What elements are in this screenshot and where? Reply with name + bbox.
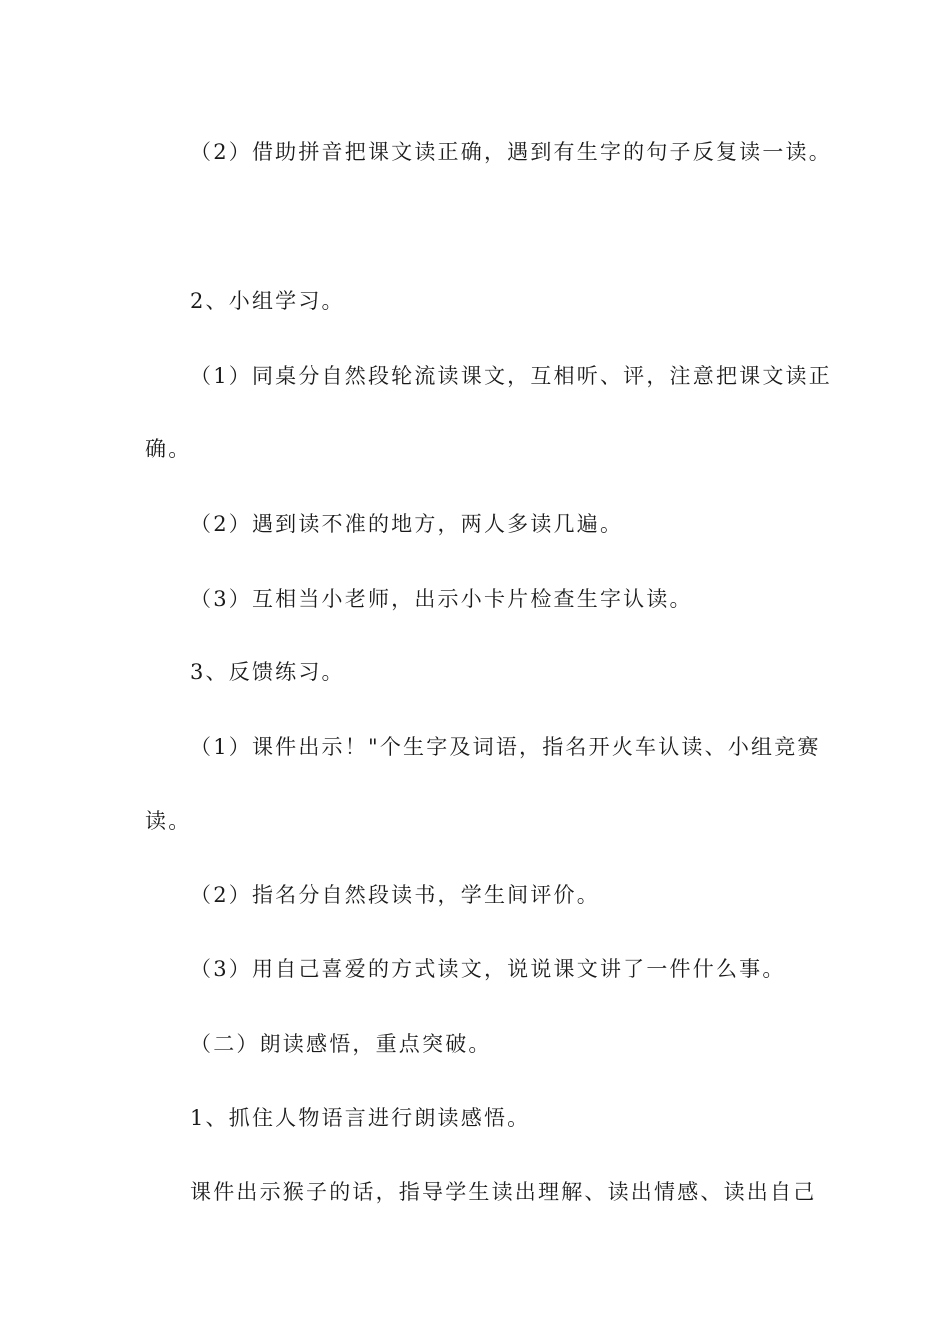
paragraph-line: （3）用自己喜爱的方式读文，说说课文讲了一件什么事。 [190, 957, 786, 981]
paragraph-line: （3）互相当小老师，出示小卡片检查生字认读。 [190, 587, 693, 611]
paragraph-line: 确。 [145, 437, 192, 461]
paragraph-line: （1）课件出示！"个生字及词语，指名开火车认读、小组竞赛 [190, 735, 821, 759]
paragraph-line: （2）借助拼音把课文读正确，遇到有生字的句子反复读一读。 [190, 140, 832, 164]
paragraph-line: （2）指名分自然段读书，学生间评价。 [190, 883, 600, 907]
paragraph-line: （1）同桌分自然段轮流读课文，互相听、评，注意把课文读正 [190, 364, 832, 388]
paragraph-line: （2）遇到读不准的地方，两人多读几遍。 [190, 512, 624, 536]
paragraph-line: 1、抓住人物语言进行朗读感悟。 [190, 1106, 531, 1130]
paragraph-line: 读。 [145, 809, 192, 833]
paragraph-line: 2、小组学习。 [190, 289, 345, 313]
paragraph-line: 课件出示猴子的话，指导学生读出理解、读出情感、读出自己 [190, 1180, 817, 1204]
paragraph-line: 3、反馈练习。 [190, 660, 345, 684]
paragraph-line: （二）朗读感悟，重点突破。 [190, 1032, 492, 1056]
